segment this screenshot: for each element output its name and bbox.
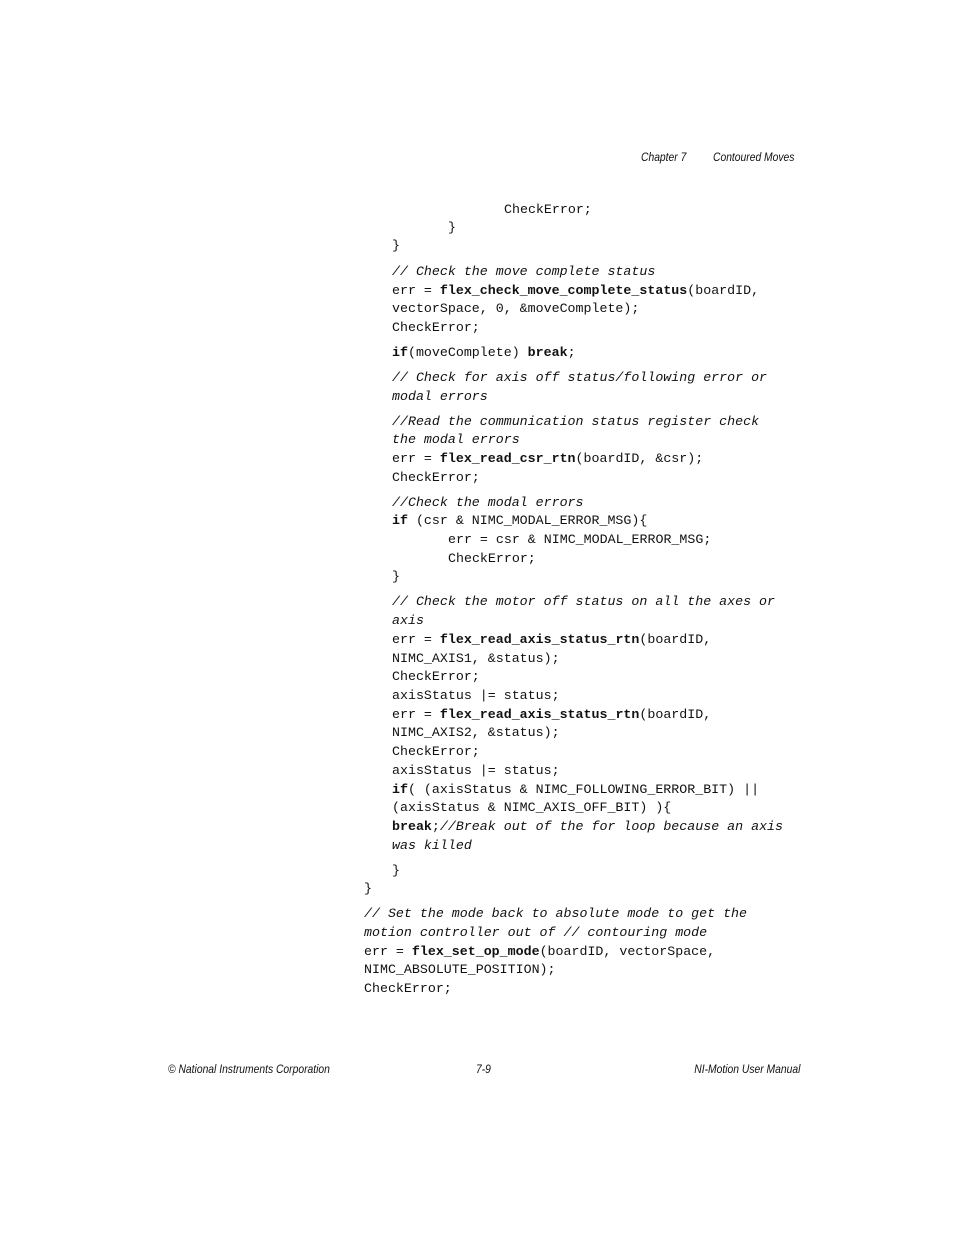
code-text: (boardID, <box>687 283 760 298</box>
code-line <box>392 238 400 254</box>
code-comment: // Set the mode back to absolute mode to get the <box>364 906 748 921</box>
code-text: NIMC_AXIS1, &status); <box>392 651 560 666</box>
code-text: } <box>448 220 456 235</box>
code-line <box>392 432 520 448</box>
code-text: NIMC_ABSOLUTE_POSITION); <box>364 962 556 977</box>
code-line <box>392 370 767 386</box>
footer-page-number: 7-9 <box>476 1062 491 1076</box>
code-text: (boardID, vectorSpace, <box>539 944 716 959</box>
code-line <box>392 320 480 336</box>
code-keyword: flex_read_csr_rtn <box>439 451 576 466</box>
code-text: } <box>364 881 372 896</box>
code-line <box>392 301 639 317</box>
code-comment: was killed <box>392 838 472 853</box>
code-text: CheckError; <box>364 981 452 996</box>
running-header-chapter: Chapter 7 <box>641 150 687 164</box>
code-comment: // Check for axis off status/following error or <box>392 370 768 385</box>
code-line <box>392 513 647 529</box>
code-line <box>392 345 576 361</box>
code-text: } <box>392 863 400 878</box>
code-comment: motion controller out of // contouring mode <box>364 925 708 940</box>
code-keyword: if <box>392 345 408 360</box>
code-line <box>392 819 783 835</box>
code-line <box>392 264 655 280</box>
code-line <box>392 414 759 430</box>
code-line <box>364 944 715 960</box>
code-line <box>364 962 556 978</box>
code-line <box>392 613 424 629</box>
code-keyword: flex_set_op_mode <box>411 944 540 959</box>
code-text: axisStatus |= status; <box>392 763 560 778</box>
code-line <box>448 532 711 548</box>
code-line <box>364 925 707 941</box>
code-text: (csr & NIMC_MODAL_ERROR_MSG){ <box>407 513 648 528</box>
code-text: err = <box>392 632 440 647</box>
code-comment: //Break out of the for loop because an axis <box>439 819 784 834</box>
code-line <box>392 863 400 879</box>
code-line <box>392 283 759 299</box>
code-text: } <box>392 238 400 253</box>
code-line <box>392 782 759 798</box>
code-text: (boardID, <box>639 632 712 647</box>
code-line <box>364 906 747 922</box>
code-text: } <box>392 569 400 584</box>
running-header-title: Contoured Moves <box>713 150 795 164</box>
code-text: NIMC_AXIS2, &status); <box>392 725 560 740</box>
code-comment: //Read the communication status register check <box>392 414 760 429</box>
code-text: CheckError; <box>392 744 480 759</box>
code-text: err = <box>392 707 440 722</box>
code-text: (axisStatus & NIMC_AXIS_OFF_BIT) ){ <box>392 800 672 815</box>
code-line <box>448 220 456 236</box>
footer-copyright: © National Instruments Corporation <box>168 1062 330 1076</box>
code-line <box>392 470 480 486</box>
code-comment: //Check the modal errors <box>392 495 584 510</box>
code-text: CheckError; <box>448 551 536 566</box>
code-text: (moveComplete) <box>407 345 528 360</box>
code-line <box>364 981 452 997</box>
code-keyword: break <box>527 345 568 360</box>
code-line <box>392 389 488 405</box>
code-line <box>504 202 592 218</box>
code-text: vectorSpace, 0, &moveComplete); <box>392 301 640 316</box>
code-line <box>392 451 703 467</box>
code-line <box>392 569 400 585</box>
code-comment: // Check the motor off status on all the axes or <box>392 594 776 609</box>
code-keyword: flex_read_axis_status_rtn <box>439 707 640 722</box>
code-line <box>392 669 480 685</box>
code-text: ; <box>567 345 576 360</box>
code-comment: // Check the move complete status <box>392 264 656 279</box>
code-comment: axis <box>392 613 424 628</box>
code-keyword: flex_read_axis_status_rtn <box>439 632 640 647</box>
code-line <box>364 881 372 897</box>
code-line <box>392 800 671 816</box>
code-line <box>392 763 560 779</box>
code-keyword: if <box>392 513 408 528</box>
code-keyword: if <box>392 782 408 797</box>
footer-manual-title: NI-Motion User Manual <box>693 1062 800 1076</box>
code-line <box>392 495 584 511</box>
code-line <box>448 551 536 567</box>
code-text: ( (axisStatus & NIMC_FOLLOWING_ERROR_BIT) || <box>407 782 760 797</box>
code-line <box>392 744 480 760</box>
code-line <box>392 594 775 610</box>
code-text: err = <box>364 944 412 959</box>
code-line <box>392 651 560 667</box>
code-comment: modal errors <box>392 389 488 404</box>
code-keyword: flex_check_move_complete_status <box>439 283 688 298</box>
code-text: err = <box>392 451 440 466</box>
code-text: CheckError; <box>504 202 592 217</box>
code-text: (boardID, <box>639 707 712 722</box>
code-text: err = <box>392 283 440 298</box>
code-line <box>392 707 711 723</box>
code-text: err = csr & NIMC_MODAL_ERROR_MSG; <box>448 532 712 547</box>
code-line <box>392 725 560 741</box>
code-line <box>392 688 560 704</box>
code-text: (boardID, &csr); <box>575 451 704 466</box>
code-comment: the modal errors <box>392 432 520 447</box>
code-text: axisStatus |= status; <box>392 688 560 703</box>
code-text: ; <box>431 819 440 834</box>
code-line <box>392 838 472 854</box>
code-text: CheckError; <box>392 669 480 684</box>
code-line <box>392 632 711 648</box>
code-text: CheckError; <box>392 470 480 485</box>
code-text: CheckError; <box>392 320 480 335</box>
code-keyword: break <box>392 819 432 834</box>
